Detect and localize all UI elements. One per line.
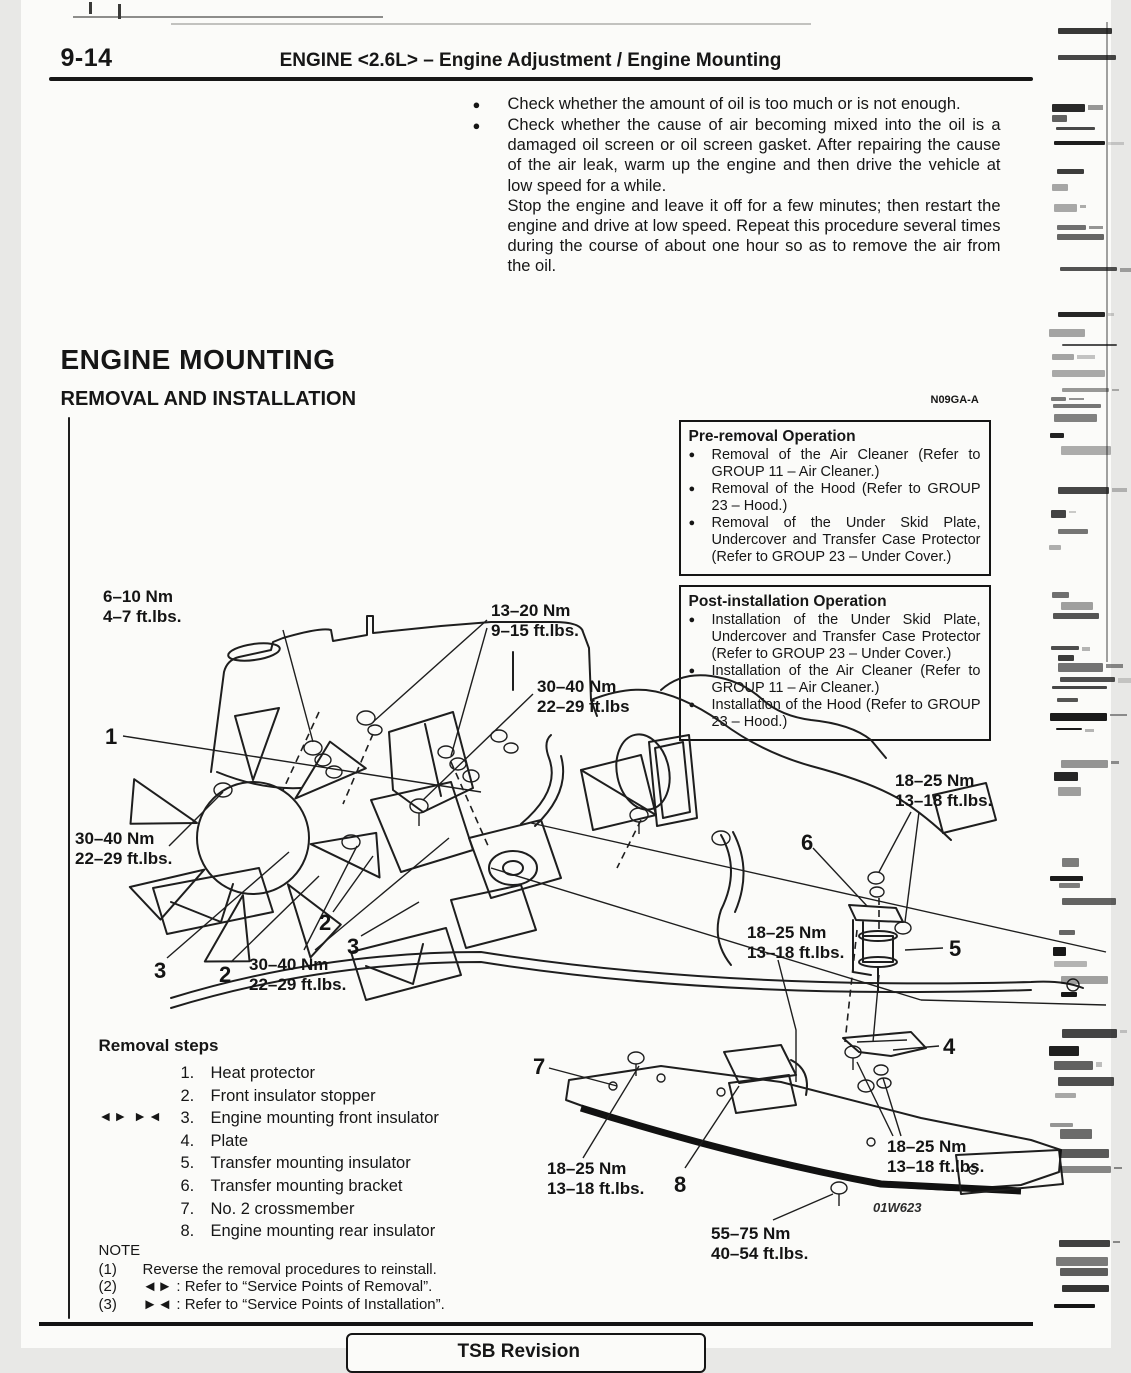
step-text: Plate — [210, 1131, 249, 1150]
torque-label: 30–40 Nm — [74, 829, 154, 848]
step-number: 1. — [180, 1064, 195, 1082]
note-text: ◄► : Refer to “Service Points of Removal”. — [142, 1278, 433, 1296]
note-text: ►◄ : Refer to “Service Points of Installation”. — [142, 1295, 445, 1313]
section-title: ENGINE MOUNTING — [60, 344, 336, 375]
figure-code: 01W623 — [872, 1200, 921, 1215]
paragraph: Stop the engine and leave it off for a few minutes; then restart the engine and drive at low speed. Repeat this procedure several times during the course of about one hour so as to remove the air from the oil. — [507, 196, 1001, 275]
torque-label: 13–18 ft.lbs. — [546, 1179, 644, 1198]
service-point-marker: ◄► ►◄ — [98, 1108, 163, 1125]
note-number: (2) — [98, 1278, 117, 1296]
torque-label: 18–25 Nm — [886, 1137, 966, 1156]
callout-number: 8 — [673, 1172, 686, 1197]
page-number: 9-14 — [60, 44, 113, 72]
box-title: Post-installation Operation — [688, 593, 887, 610]
note-block — [99, 1242, 445, 1313]
service-point-marker — [99, 1152, 181, 1175]
bullet-icon: ● — [688, 449, 696, 462]
box-item-text: Installation of the Air Cleaner (Refer to GROUP 11 – Air Cleaner.) — [711, 662, 981, 696]
note-line — [99, 1278, 445, 1296]
torque-label: 22–29 ft.lbs — [536, 697, 630, 716]
step-number: 2. — [180, 1086, 195, 1105]
bullet-icon: ● — [688, 664, 696, 677]
removal-steps — [99, 1036, 439, 1243]
torque-label: 4–7 ft.lbs. — [102, 607, 181, 626]
callout-number: 2 — [318, 910, 331, 935]
removal-steps-title: Removal steps — [98, 1036, 219, 1055]
callout-number: 1 — [104, 724, 117, 749]
engine-front-mount — [451, 735, 697, 948]
torque-label: 40–54 ft.lbs. — [710, 1244, 808, 1263]
callout-number: 4 — [942, 1034, 955, 1059]
note-title: NOTE — [98, 1242, 141, 1259]
box-item-text: Removal of the Air Cleaner (Refer to GROUP 11 – Air Cleaner.) — [711, 447, 981, 481]
step-text: Heat protector — [210, 1064, 316, 1082]
step-text: Engine mounting front insulator — [210, 1109, 439, 1128]
tsb-revision-box — [346, 1333, 706, 1373]
subsection-title: REMOVAL AND INSTALLATION — [60, 388, 357, 410]
torque-label: 18–25 Nm — [546, 1159, 626, 1178]
box-item-text: Installation of the Under Skid Plate, Undercover and Transfer Case Protector (Refer to GROUP 23 – Under Cover.) — [711, 612, 981, 663]
box-title: Pre-removal Operation — [688, 428, 856, 445]
section-code: N09GA-A — [930, 394, 979, 406]
box-item-text: Removal of the Hood (Refer to GROUP 23 – Hood.) — [711, 481, 981, 514]
plate — [843, 1032, 926, 1056]
removal-step — [99, 1220, 439, 1243]
torque-label: 30–40 Nm — [248, 955, 328, 974]
bullet-icon: ● — [688, 698, 696, 711]
step-text: Transfer mounting bracket — [210, 1176, 403, 1195]
box-item-text: Removal of the Under Skid Plate, Undercover and Transfer Case Protector (Refer to GROUP 23 – Under Cover.) — [711, 514, 981, 565]
service-point-marker — [99, 1175, 181, 1198]
step-number: 7. — [180, 1199, 195, 1218]
torque-label: 55–75 Nm — [710, 1224, 790, 1243]
removal-step — [99, 1107, 439, 1130]
torque-label: 30–40 Nm — [536, 677, 616, 696]
note-number: (1) — [98, 1260, 117, 1278]
service-point-marker — [99, 1062, 181, 1085]
removal-step — [99, 1130, 439, 1153]
engine-block — [211, 616, 996, 840]
transfer-mount — [849, 905, 903, 992]
note-text: Reverse the removal procedures to reinstall. — [142, 1260, 437, 1278]
tsb-revision-label: TSB Revision — [457, 1341, 580, 1362]
step-number: 5. — [180, 1154, 195, 1173]
removal-step — [99, 1152, 439, 1175]
torque-label: 6–10 Nm — [102, 587, 173, 606]
heat-protector — [371, 712, 473, 872]
removal-step — [99, 1062, 439, 1085]
callout-number: 7 — [532, 1054, 545, 1079]
step-number: 3. — [180, 1109, 195, 1128]
footer-rule — [39, 1322, 1033, 1326]
paragraph: Check whether the cause of air becoming mixed into the oil is a damaged oil screen or oil screen gasket. After repairing the cause of the air leak, warm up the engine and then drive the vehicle at low speed for a while. — [507, 116, 1001, 195]
frame-rails — [491, 823, 1106, 1005]
torque-label: 13–18 ft.lbs. — [886, 1157, 984, 1176]
step-number: 8. — [180, 1222, 195, 1241]
torque-label: 18–25 Nm — [746, 923, 826, 942]
torque-label: 9–15 ft.lbs. — [490, 621, 579, 640]
callout-number: 3 — [346, 934, 359, 959]
header-title: ENGINE <2.6L> – Engine Adjustment / Engine Mounting — [279, 50, 782, 71]
intro-bullet-text: Check whether the amount of oil is too much or is not enough. — [507, 95, 961, 113]
step-number: 4. — [180, 1131, 195, 1150]
removal-step — [99, 1198, 439, 1221]
note-number: (3) — [98, 1295, 117, 1313]
service-point-marker — [99, 1130, 181, 1153]
engine-rear-insulator — [724, 1045, 807, 1113]
service-point-marker — [99, 1085, 181, 1108]
removal-step — [99, 1085, 439, 1108]
removal-step — [99, 1175, 439, 1198]
torque-label: 22–29 ft.lbs. — [248, 975, 346, 994]
torque-label: 13–20 Nm — [490, 601, 570, 620]
step-text: Front insulator stopper — [210, 1086, 376, 1105]
bullet-icon: ● — [688, 614, 696, 627]
manual-page — [21, 0, 1111, 1362]
service-point-marker — [99, 1198, 181, 1221]
step-text: Engine mounting rear insulator — [210, 1222, 436, 1241]
cooling-fan — [122, 708, 383, 969]
torque-label: 13–18 ft.lbs. — [894, 791, 992, 810]
torque-label: 13–18 ft.lbs. — [746, 943, 844, 962]
bullet-icon: ● — [688, 483, 696, 496]
service-point-marker — [99, 1220, 181, 1243]
torque-label: 22–29 ft.lbs. — [74, 849, 172, 868]
bullet-icon: ● — [472, 97, 481, 112]
callout-number: 2 — [218, 962, 231, 987]
callout-number: 5 — [948, 936, 961, 961]
bullet-icon: ● — [472, 118, 481, 134]
note-line — [99, 1261, 445, 1279]
step-number: 6. — [180, 1176, 195, 1195]
bullet-icon: ● — [688, 516, 696, 529]
step-text: Transfer mounting insulator — [210, 1154, 411, 1173]
callout-number: 6 — [800, 830, 813, 855]
note-line — [99, 1296, 445, 1314]
box-item-text: Installation of the Hood (Refer to GROUP 23 – Hood.) — [711, 696, 981, 730]
callout-number: 3 — [153, 958, 166, 983]
step-text: No. 2 crossmember — [210, 1199, 355, 1218]
torque-label: 18–25 Nm — [894, 771, 974, 790]
rear-crossmember — [566, 1066, 1063, 1194]
scan-artifact-column — [1049, 24, 1111, 1324]
